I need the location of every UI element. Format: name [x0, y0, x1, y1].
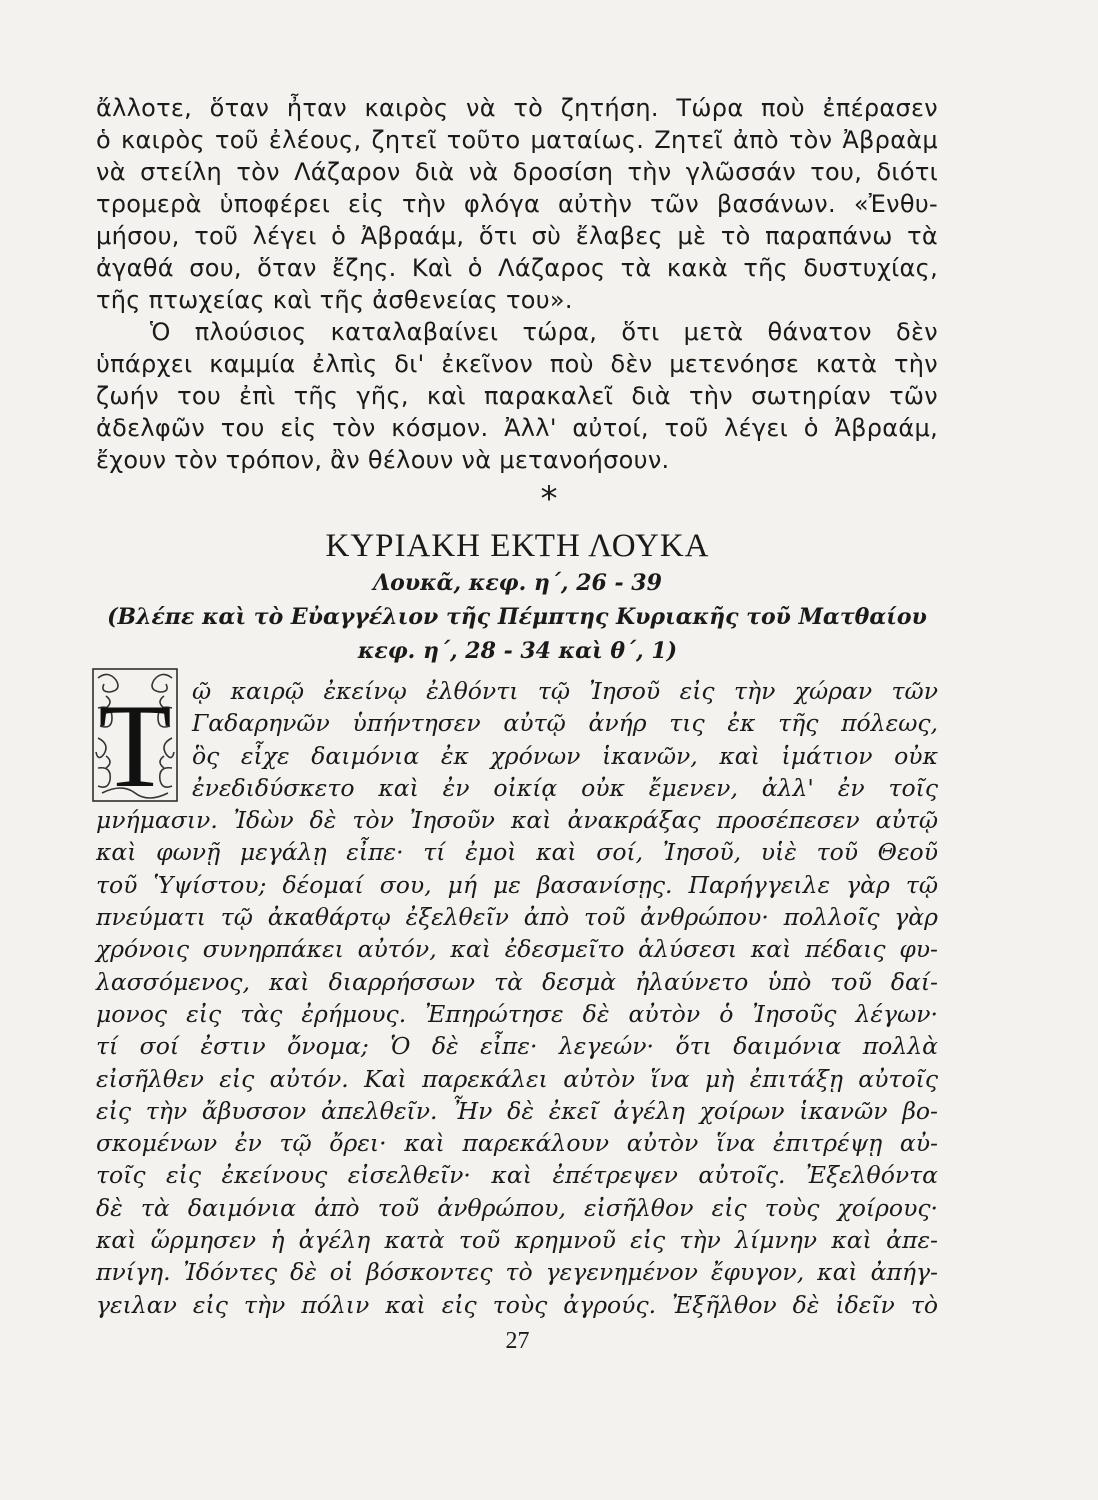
section-separator: * [540, 479, 558, 519]
drop-cap-letter: Τ [98, 679, 172, 802]
text-line: ἀγαθά σου, ὅταν ἔζης. Καὶ ὁ Λάζαρος τὰ κακὰ τῆς δυστυχίας, [96, 254, 938, 282]
text-line: Γαδαρηνῶν ὑπήντησεν αὐτῷ ἀνήρ τις ἐκ τῆς πόλεως, [192, 709, 938, 738]
section-title: ΚΥΡΙΑΚΗ ΕΚΤΗ ΛΟΥΚΑ [325, 528, 710, 564]
text-line: τῆς πτωχείας καὶ τῆς ἀσθενείας του». [96, 286, 573, 314]
text-line: ὃς εἶχε δαιμόνια ἐκ χρόνων ἱκανῶν, καὶ ἱμάτιον οὐκ [192, 741, 938, 770]
text-line: σκομένων ἐν τῷ ὄρει· καὶ παρεκάλουν αὐτὸν ἵνα ἐπιτρέψῃ αὐ- [96, 1129, 938, 1158]
text-line: ὁ καιρὸς τοῦ ἐλέους, ζητεῖ τοῦτο ματαίως. Ζητεῖ ἀπὸ τὸν Ἀβραὰμ [96, 126, 938, 154]
text-line: νὰ στείλη τὸν Λάζαρον διὰ νὰ δροσίση τὴν γλῶσσάν του, διότι [96, 158, 938, 186]
text-line: γειλαν εἰς τὴν πόλιν καὶ εἰς τοὺς ἀγρούς. Ἐξῆλθον δὲ ἰδεῖν τὸ [96, 1290, 938, 1319]
text-line: πνεύματι τῷ ἀκαθάρτῳ ἐξελθεῖν ἀπὸ τοῦ ἀνθρώπου· πολλοῖς γὰρ [96, 903, 938, 932]
cross-reference-line-1: (Βλέπε καὶ τὸ Εὐαγγέλιον τῆς Πέμπτης Κυριακῆς τοῦ Ματθαίου [107, 604, 927, 630]
text-line: εἰσῆλθεν εἰς αὐτόν. Καὶ παρεκάλει αὐτὸν ἵνα μὴ ἐπιτάξῃ αὐτοῖς [96, 1064, 938, 1093]
text-line: ὑπάρχει καμμία ἐλπὶς δι' ἐκεῖνον ποὺ δὲν μετενόησε κατὰ τὴν [96, 350, 938, 378]
text-line: ῷ καιρῷ ἐκείνῳ ἐλθόντι τῷ Ἰησοῦ εἰς τὴν χώραν τῶν [192, 677, 938, 705]
text-line: τρομερὰ ὑποφέρει εἰς τὴν φλόγα αὐτὴν τῶν βασάνων. «Ἐνθυ- [96, 190, 938, 218]
text-line: μήσου, τοῦ λέγει ὁ Ἀβραάμ, ὅτι σὺ ἔλαβες μὲ τὸ παραπάνω τὰ [96, 222, 938, 250]
text-line: ἄλλοτε, ὅταν ἦταν καιρὸς νὰ τὸ ζητήση. Τώρα ποὺ ἐπέρασεν [96, 94, 938, 122]
text-line: τοῦ Ὑψίστου; δέομαί σου, μή με βασανίσῃς. Παρήγγειλε γὰρ τῷ [96, 870, 938, 899]
text-line: ἀδελφῶν του εἰς τὸν κόσμον. Ἀλλ' αὐτοί, τοῦ λέγει ὁ Ἀβραάμ, [96, 414, 938, 442]
text-line: τί σοί ἐστιν ὄνομα; Ὁ δὲ εἶπε· λεγεών· ὅτι δαιμόνια πολλὰ [96, 1032, 938, 1061]
text-line: εἰς τὴν ἄβυσσον ἀπελθεῖν. Ἦν δὲ ἐκεῖ ἀγέλη χοίρων ἱκανῶν βο- [96, 1096, 938, 1125]
text-line: ἔχουν τὸν τρόπον, ἂν θέλουν νὰ μετανοήσουν. [96, 446, 670, 474]
cross-reference-line-2: κεφ. η΄, 28 - 34 καὶ θ΄, 1) [357, 638, 678, 664]
top-paragraph [96, 92, 938, 316]
scripture-reference: Λουκᾶ, κεφ. η΄, 26 - 39 [373, 570, 662, 596]
text-line: καὶ φωνῇ μεγάλῃ εἶπε· τί ἐμοὶ καὶ σοί, Ἰησοῦ, υἱὲ τοῦ Θεοῦ [96, 838, 938, 867]
text-line: καὶ ὥρμησεν ἡ ἀγέλη κατὰ τοῦ κρημνοῦ εἰς τὴν λίμνην καὶ ἀπε- [96, 1226, 938, 1255]
text-line: ζωήν του ἐπὶ τῆς γῆς, καὶ παρακαλεῖ διὰ τὴν σωτηρίαν τῶν [96, 382, 938, 410]
second-paragraph [96, 316, 938, 476]
text-line: χρόνοις συνηρπάκει αὐτόν, καὶ ἐδεσμεῖτο ἁλύσεσι καὶ πέδαις φυ- [96, 935, 938, 964]
text-line: τοῖς εἰς ἐκείνους εἰσελθεῖν· καὶ ἐπέτρεψεν αὐτοῖς. Ἐξελθόντα [96, 1161, 938, 1190]
page-number: 27 [505, 1328, 530, 1354]
text-line: λασσόμενος, καὶ διαρρήσσων τὰ δεσμὰ ἠλαύνετο ὑπὸ τοῦ δαί- [96, 967, 938, 996]
text-line: μονος εἰς τὰς ἐρήμους. Ἐπηρώτησε δὲ αὐτὸν ὁ Ἰησοῦς λέγων· [96, 999, 938, 1028]
text-line: ἐνεδιδύσκετο καὶ ἐν οἰκίᾳ οὐκ ἔμενεν, ἀλλ' ἐν τοῖς [192, 773, 938, 802]
text-line: Ὁ πλούσιος καταλαβαίνει τώρα, ὅτι μετὰ θάνατον δὲν [150, 318, 938, 346]
text-line: πνίγη. Ἰδόντες δὲ οἱ βόσκοντες τὸ γεγενημένον ἔφυγον, καὶ ἀπήγ- [96, 1258, 938, 1287]
gospel-text [96, 675, 938, 1321]
text-line: δὲ τὰ δαιμόνια ἀπὸ τοῦ ἀνθρώπου, εἰσῆλθον εἰς τοὺς χοίρους· [96, 1193, 938, 1222]
text-line: μνήμασιν. Ἰδὼν δὲ τὸν Ἰησοῦν καὶ ἀνακράξας προσέπεσεν αὐτῷ [96, 806, 938, 835]
